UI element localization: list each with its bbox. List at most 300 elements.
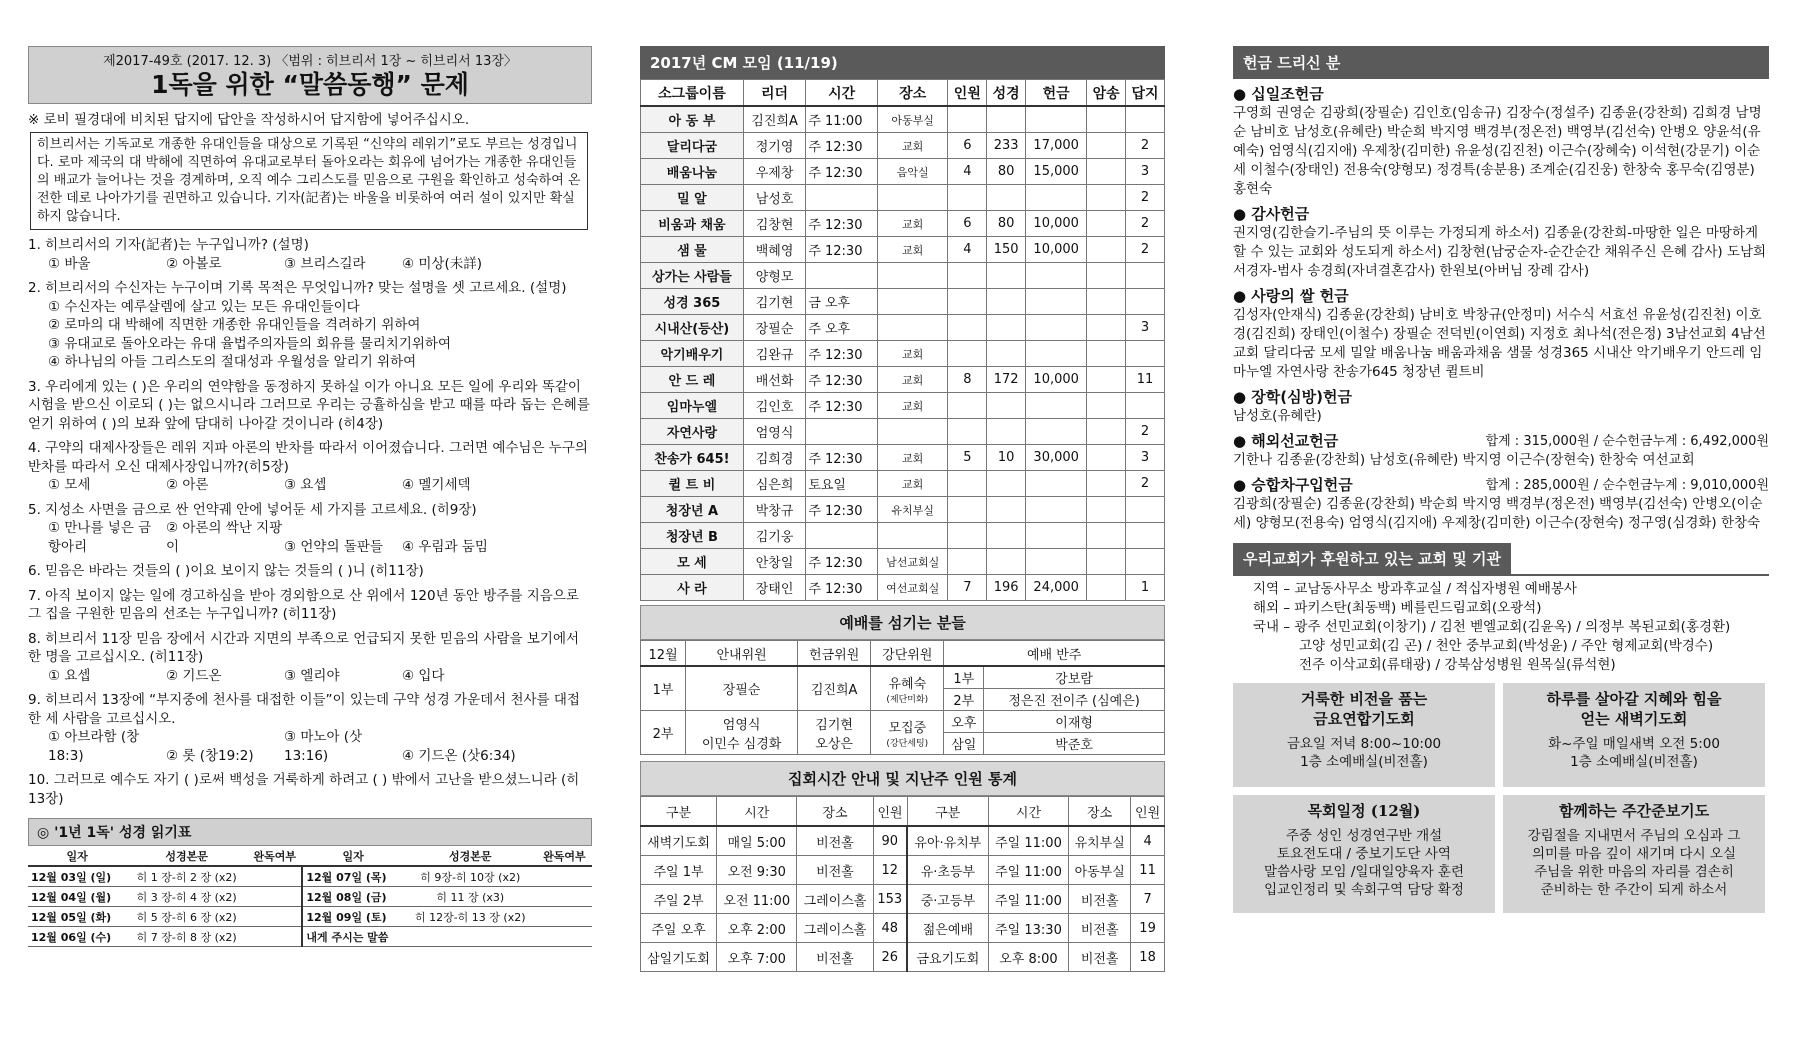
stat-cell: 19 (1131, 914, 1165, 943)
reading-cell (537, 866, 592, 887)
cm-cell: 10,000 (1026, 211, 1087, 237)
question (28, 630, 592, 686)
offering-names: 권지영(김한슬기-주님의 뜻 이루는 가정되게 하소서) 김종윤(강찬희-마땅한 일은 마땅하게 할 수 있는 교회와 성도되게 하소서) 김창현(남궁순자-순간순간 채워주신 은혜 감사) 도남희 서경자-범사 송경희(자녀결혼감사) 한원보(아버님 장례 감사) (1233, 225, 1767, 279)
cm-cell: 교회 (877, 341, 947, 367)
stat-cell: 주일 11:00 (988, 826, 1068, 856)
stat-cell: 유치부실 (1069, 826, 1131, 856)
cm-cell (1087, 523, 1126, 549)
cm-cell (948, 549, 987, 575)
stat-cell: 새벽기도회 (641, 826, 717, 856)
cm-cell: 3 (1126, 445, 1165, 471)
cm-cell (1126, 106, 1165, 133)
info-box (1503, 795, 1765, 913)
cm-row (641, 471, 1165, 497)
cm-cell: 10 (987, 445, 1026, 471)
stat-cell: 11 (1131, 856, 1165, 885)
cm-cell (948, 106, 987, 133)
reading-cell (537, 887, 592, 907)
cm-cell: 김희경 (743, 445, 805, 471)
question (28, 501, 592, 557)
serve-header: 12월 (641, 641, 686, 667)
cm-cell: 성경 365 (641, 289, 744, 315)
stat-cell: 그레이스홀 (797, 914, 873, 943)
serve-title: 예배를 섬기는 분들 (640, 605, 1165, 640)
serve-row-label: 1부 (641, 666, 686, 711)
stat-cell: 비전홀 (797, 826, 873, 856)
reading-cell: 히 5 장-히 6 장 (x2) (126, 907, 247, 927)
acc-label: 2부 (944, 689, 984, 711)
cm-cell (806, 185, 878, 211)
offering-names: 김광희(장필순) 김종윤(강찬희) 박순희 박지영 백경부(정온전) 백영부(김선숙) 안병오(이순세) 양형모(전용숙) 엄영식(김지애) 우제창(김미한) 이근수(장현숙) 정구영(심경화) 한창숙 (1233, 496, 1763, 531)
stat-row (641, 826, 1165, 856)
question-text: 8. 히브리서 11장 믿음 장에서 시간과 지면의 부족으로 언급되지 못한 믿음의 사람을 보기에서 한 명을 고르십시오. (히11장) (28, 630, 580, 665)
cm-cell: 사 라 (641, 575, 744, 601)
offering-total: 합계 : 315,000원 / 순수헌금누계 : 6,492,000원 (1485, 434, 1769, 449)
stat-row (641, 943, 1165, 972)
cm-cell: 주 11:00 (806, 106, 878, 133)
question-options (28, 476, 592, 495)
stat-cell: 유·초등부 (907, 856, 988, 885)
reading-title: ◎ '1년 1독' 성경 읽기표 (28, 818, 592, 846)
stat-cell: 오후 8:00 (988, 943, 1068, 972)
cm-row (641, 237, 1165, 263)
cm-cell: 유치부실 (877, 497, 947, 523)
cm-cell (806, 263, 878, 289)
cm-row (641, 289, 1165, 315)
cm-header: 암송 (1087, 80, 1126, 107)
reading-header: 완독여부 (247, 846, 302, 866)
cm-cell (1126, 289, 1165, 315)
serve-altar-name: 유혜숙 (888, 676, 927, 692)
stat-cell: 주일 11:00 (988, 856, 1068, 885)
stat-cell: 금요기도회 (907, 943, 988, 972)
cm-cell (1087, 315, 1126, 341)
option: ① 모세 (48, 477, 91, 493)
cm-cell: 백혜영 (743, 237, 805, 263)
question-text: 9. 히브리서 13장에 “부지중에 천사를 대접한 이들”이 있는데 구약 성경 가운데서 천사를 대접한 세 사람을 고르십시오. (28, 692, 580, 727)
info-box (1233, 683, 1495, 787)
quiz-header (28, 46, 592, 104)
instruction-note: ※ 로비 필경대에 비치된 답지에 답안을 작성하시어 답지함에 넣어주십시오. (28, 112, 470, 128)
cm-cell (948, 471, 987, 497)
option: ① 바울 (48, 255, 91, 272)
reading-header: 일자 (28, 846, 126, 866)
cm-cell (1087, 211, 1126, 237)
cm-cell: 샘 물 (641, 237, 744, 263)
option: ③ 마노아 (삿13:16) (284, 729, 363, 764)
cm-cell (987, 106, 1026, 133)
cm-cell (1087, 341, 1126, 367)
cm-cell: 배선화 (743, 367, 805, 393)
stat-cell: 18 (1131, 943, 1165, 972)
cm-row (641, 497, 1165, 523)
cm-cell (1126, 341, 1165, 367)
cm-cell (1087, 419, 1126, 445)
cm-cell: 2 (1126, 185, 1165, 211)
reading-row (28, 927, 592, 947)
cm-cell (1026, 523, 1087, 549)
cm-cell (1126, 393, 1165, 419)
question (28, 439, 592, 495)
cm-cell: 196 (987, 575, 1026, 601)
cm-cell: 2 (1126, 237, 1165, 263)
cm-title: 2017년 CM 모임 (11/19) (640, 46, 1165, 79)
offering-names: 구영희 권영순 김광희(장필순) 김인호(임송규) 김장수(정설주) 김종윤(강찬희) 김희경 남명순 남비호 남성호(유혜란) 박순희 박지영 백경부(정온전) 백영부(김선숙) 안병오 양윤석(유예숙) 엄영식(김지애) 우제창(김미한) 유윤성(김진천) 이근수(장혜숙) 이석현(강문기) 이순세 이철수(장태인) 전용숙(양형모) 정경특(송분용) 조계순(김진웅) 한창숙 홍무숙(김영분) 홍현숙 (1233, 105, 1762, 197)
offering-names: 기한나 김종윤(강찬희) 남성호(유혜란) 박지영 이근수(장현숙) 한창숙 여선교회 (1233, 452, 1695, 468)
reading-table (28, 846, 592, 947)
support-item: 해외 – 파키스탄(최동백) 베를린드림교회(오광석) (1253, 600, 1542, 616)
stat-cell: 비전홀 (1069, 943, 1131, 972)
reading-cell (537, 907, 592, 927)
stat-cell: 48 (873, 914, 907, 943)
cm-cell: 우제창 (743, 159, 805, 185)
cm-cell: 주 12:30 (806, 367, 878, 393)
cm-cell (1087, 549, 1126, 575)
serve-table (640, 640, 1165, 755)
cm-cell (806, 419, 878, 445)
cm-cell (877, 289, 947, 315)
stat-row (641, 856, 1165, 885)
stat-cell: 삼일기도회 (641, 943, 717, 972)
cm-cell: 장태인 (743, 575, 805, 601)
cm-cell: 150 (987, 237, 1026, 263)
question-text: 1. 히브리서의 기자(記者)는 누구입니까? (설명) (28, 237, 309, 253)
question-options (28, 667, 592, 686)
cm-cell: 청장년 A (641, 497, 744, 523)
stat-cell: 오후 2:00 (717, 914, 797, 943)
cm-cell (1087, 106, 1126, 133)
stat-cell: 아동부실 (1069, 856, 1131, 885)
cm-cell: 80 (987, 211, 1026, 237)
cm-cell (1026, 497, 1087, 523)
cm-cell: 아동부실 (877, 106, 947, 133)
cm-cell (877, 315, 947, 341)
stat-cell: 매일 5:00 (717, 826, 797, 856)
reading-cell: 히 1 장-히 2 장 (x2) (126, 866, 247, 887)
option: ③ 언약의 돌판들 (284, 538, 383, 555)
cm-cell: 4 (948, 159, 987, 185)
stat-cell: 주일 2부 (641, 885, 717, 914)
cm-cell: 교회 (877, 133, 947, 159)
option: ③ 엘리야 (284, 667, 340, 684)
cm-cell: 6 (948, 133, 987, 159)
reading-cell: 12월 03일 (일) (28, 866, 126, 887)
option: ② 롯 (창19:2) (166, 747, 254, 764)
cm-cell (987, 419, 1026, 445)
reading-cell (247, 887, 302, 907)
serve-header: 헌금위원 (798, 641, 871, 667)
cm-cell (987, 497, 1026, 523)
support-list (1233, 580, 1769, 675)
cm-cell: 30,000 (1026, 445, 1087, 471)
question (28, 279, 592, 372)
cm-cell: 24,000 (1026, 575, 1087, 601)
serve-altar (871, 666, 944, 711)
question (28, 236, 592, 273)
cm-cell: 남선교회실 (877, 549, 947, 575)
cm-cell (948, 393, 987, 419)
cm-cell: 교회 (877, 393, 947, 419)
serve-guide: 엄영식 이민수 심경화 (686, 711, 798, 755)
stat-cell: 비전홀 (1069, 885, 1131, 914)
info-box-body: 주중 성인 성경연구반 개설 토요전도대 / 중보기도단 사역 말씀사랑 모임 /일대일양육자 훈련 입교인정리 및 속회구역 담당 확정 (1264, 828, 1464, 898)
cm-header: 인원 (948, 80, 987, 107)
cm-cell: 밀 알 (641, 185, 744, 211)
cm-row (641, 549, 1165, 575)
cm-cell (948, 289, 987, 315)
stat-table (640, 796, 1165, 972)
cm-cell (987, 341, 1026, 367)
cm-cell: 배움나눔 (641, 159, 744, 185)
acc-label: 오후 (944, 711, 984, 733)
cm-cell (1026, 471, 1087, 497)
cm-row (641, 341, 1165, 367)
cm-cell: 4 (948, 237, 987, 263)
cm-header: 시간 (806, 80, 878, 107)
serve-header: 강단위원 (871, 641, 944, 667)
cm-cell: 시내산(등산) (641, 315, 744, 341)
cm-cell (1087, 289, 1126, 315)
stat-cell: 7 (1131, 885, 1165, 914)
cm-cell: 음악실 (877, 159, 947, 185)
offering-title: 헌금 드리신 분 (1233, 46, 1769, 79)
cm-row (641, 159, 1165, 185)
cm-cell: 80 (987, 159, 1026, 185)
offering-heading-label: ● 장학(심방)헌금 (1233, 388, 1352, 406)
info-box-body: 금요일 저녁 8:00~10:00 1층 소예배실(비전홀) (1286, 736, 1442, 770)
cm-cell: 김인호 (743, 393, 805, 419)
serve-altar (871, 711, 944, 755)
cm-cell: 교회 (877, 367, 947, 393)
cm-cell: 2 (1126, 211, 1165, 237)
reading-cell: 히 3 장-히 4 장 (x2) (126, 887, 247, 907)
offering-sections (1233, 85, 1769, 533)
cm-cell (806, 523, 878, 549)
stat-header: 시간 (717, 797, 797, 827)
cm-cell (1026, 289, 1087, 315)
question-text: 2. 히브리서의 수신자는 누구이며 기록 목적은 무엇입니까? 맞는 설명을 셋 고르세요. (설명) (28, 280, 567, 296)
cm-cell (1026, 315, 1087, 341)
support-item: 지역 – 교남동사무소 방과후교실 / 적십자병원 예배봉사 (1253, 581, 1577, 597)
cm-cell (1087, 471, 1126, 497)
question (28, 771, 592, 808)
question-text: 5. 지성소 사면을 금으로 싼 언약궤 안에 넣어둔 세 가지를 고르세요. (히9장) (28, 501, 477, 518)
cm-cell (948, 263, 987, 289)
stat-cell: 유아·유치부 (907, 826, 988, 856)
cm-row (641, 367, 1165, 393)
offering-heading-label: ● 승합차구입헌금 (1233, 476, 1353, 494)
cm-cell: 5 (948, 445, 987, 471)
cm-cell: 172 (987, 367, 1026, 393)
serve-row-label: 2부 (641, 711, 686, 755)
reading-cell: 히 9장-히 10장 (x2) (404, 866, 537, 887)
cm-row (641, 575, 1165, 601)
cm-cell: 주 12:30 (806, 497, 878, 523)
offering-heading (1233, 388, 1769, 407)
cm-cell: 주 12:30 (806, 211, 878, 237)
question-text: 3. 우리에게 있는 ( )은 우리의 연약함을 동정하지 못하실 이가 아니요 모든 일에 우리와 똑같이 시험을 받으신 이로되 ( )는 없으시니라 그러므로 우리는 긍휼하심을 받고 때를 따라 돕는 은혜를 얻기 위하여 ( )의 보좌 앞에 담대히 나아갈 것이니라 (히4장) (28, 378, 590, 432)
cm-cell (1126, 497, 1165, 523)
cm-cell: 6 (948, 211, 987, 237)
question (28, 691, 592, 765)
reading-header: 일자 (302, 846, 403, 866)
cm-cell: 임마누엘 (641, 393, 744, 419)
acc-label: 1부 (944, 666, 984, 689)
cm-cell: 상가는 사람들 (641, 263, 744, 289)
option: ③ 브리스길라 (284, 255, 366, 272)
option: ① 만나를 넣은 금 항아리 (48, 520, 152, 555)
reading-header: 성경본문 (126, 846, 247, 866)
serve-altar-name: 모집중 (888, 720, 927, 736)
stat-header: 장소 (797, 797, 873, 827)
cm-cell: 7 (948, 575, 987, 601)
option: ① 요셉 (48, 667, 91, 684)
question (28, 378, 592, 434)
cm-cell: 주 12:30 (806, 159, 878, 185)
offering-heading (1233, 476, 1769, 495)
stat-cell: 오전 11:00 (717, 885, 797, 914)
offering-heading-label: ● 십일조헌금 (1233, 85, 1324, 103)
cm-cell: 10,000 (1026, 237, 1087, 263)
offering-heading (1233, 85, 1769, 104)
cm-cell (1087, 133, 1126, 159)
cm-cell (877, 523, 947, 549)
cm-cell (1026, 341, 1087, 367)
cm-row (641, 211, 1165, 237)
option: ② 아볼로 (166, 255, 222, 272)
option: ② 로마의 대 박해에 직면한 개종한 유대인들을 격려하기 위하여 (48, 317, 421, 333)
reading-row (28, 866, 592, 887)
cm-cell: 교회 (877, 445, 947, 471)
info-boxes (1233, 683, 1769, 913)
question-text: 10. 그러므로 예수도 자기 ( )로써 백성을 거룩하게 하려고 ( ) 밖에서 고난을 받으셨느니라 (히13장) (28, 772, 580, 807)
support-item: 국내 – 광주 선민교회(이창기) / 김천 벧엘교회(김윤옥) / 의정부 복된교회(홍경환) (1253, 619, 1731, 635)
option: ③ 유대교로 돌아오라는 유대 율법주의자들의 회유를 물리치기위하여 (48, 335, 451, 352)
offering-total: 합계 : 285,000원 / 순수헌금누계 : 9,010,000원 (1485, 478, 1769, 493)
stat-cell: 90 (873, 826, 907, 856)
offering-heading (1233, 432, 1769, 451)
cm-cell (948, 185, 987, 211)
offering-heading-label: ● 감사헌금 (1233, 205, 1310, 223)
cm-cell: 15,000 (1026, 159, 1087, 185)
cm-cell: 남성호 (743, 185, 805, 211)
stat-cell: 26 (873, 943, 907, 972)
cm-cell (1026, 419, 1087, 445)
info-box-title: 함께하는 주간준보기도 (1558, 802, 1710, 820)
question-text: 6. 믿음은 바라는 것들의 ( )이요 보이지 않는 것들의 ( )니 (히11장) (28, 563, 424, 579)
stat-header: 구분 (907, 797, 988, 827)
cm-cell (948, 497, 987, 523)
cm-cell: 정기영 (743, 133, 805, 159)
question-text: 4. 구약의 대제사장들은 레위 지파 아론의 반차를 따라서 이어졌습니다. 그러면 예수님은 누구의 반차를 따라서 오신 대제사장입니까?(히5장) (28, 440, 588, 475)
reading-cell: 12월 06일 (수) (28, 927, 126, 947)
stat-cell: 오전 9:30 (717, 856, 797, 885)
cm-cell: 10,000 (1026, 367, 1087, 393)
cm-cell: 주 오후 (806, 315, 878, 341)
cm-cell: 교회 (877, 211, 947, 237)
support-item: 고양 성민교회(김 곤) / 천안 중부교회(박성윤) / 주안 형제교회(박경수) (1299, 638, 1714, 654)
cm-row (641, 185, 1165, 211)
stat-cell: 젊은예배 (907, 914, 988, 943)
cm-cell: 달리다굼 (641, 133, 744, 159)
offering-column (1233, 46, 1769, 913)
cm-cell (987, 471, 1026, 497)
cm-cell: 주 12:30 (806, 445, 878, 471)
stat-cell: 주일 1부 (641, 856, 717, 885)
cm-row (641, 393, 1165, 419)
stat-header: 인원 (873, 797, 907, 827)
cm-header: 리더 (743, 80, 805, 107)
serve-header: 안내위원 (686, 641, 798, 667)
cm-cell (1087, 575, 1126, 601)
offering-names: 남성호(유혜란) (1233, 408, 1322, 424)
offering-names: 김성자(안재식) 김종윤(강찬희) 남비호 박창규(안정미) 서수식 서효선 유윤성(김진천) 이호경(김진희) 장태인(이철수) 장필순 전덕빈(이연희) 지정호 최나석(전은정) 3남선교회 4남선교회 달리다굼 모세 밀알 배움나눔 배움과채움 샘물 성경365 시내산 악기배우기 안드레 임마누엘 자연사랑 찬송가645 청장년 퀼트비 (1233, 307, 1766, 380)
stat-title: 집회시간 안내 및 지난주 인원 통계 (640, 761, 1165, 796)
cm-header: 성경 (987, 80, 1026, 107)
option: ② 기드온 (166, 667, 222, 684)
cm-cell (987, 263, 1026, 289)
stat-cell: 중·고등부 (907, 885, 988, 914)
cm-header: 장소 (877, 80, 947, 107)
cm-cell: 주 12:30 (806, 549, 878, 575)
cm-cell: 3 (1126, 159, 1165, 185)
cm-cell: 교회 (877, 237, 947, 263)
cm-cell: 3 (1126, 315, 1165, 341)
cm-cell (1026, 549, 1087, 575)
cm-row (641, 419, 1165, 445)
option: ④ 멜기세덱 (402, 477, 471, 493)
stat-cell: 153 (873, 885, 907, 914)
cm-cell (1087, 159, 1126, 185)
offering-heading (1233, 287, 1769, 306)
stat-cell: 주일 13:30 (988, 914, 1068, 943)
cm-cell: 2 (1126, 133, 1165, 159)
cm-cell: 양형모 (743, 263, 805, 289)
cm-cell: 2 (1126, 419, 1165, 445)
reading-cell: 12월 08일 (금) (302, 887, 403, 907)
reading-cell: 히 12장-히 13 장 (x2) (404, 907, 537, 927)
stat-cell: 4 (1131, 826, 1165, 856)
stat-cell: 12 (873, 856, 907, 885)
cm-cell: 찬송가 645! (641, 445, 744, 471)
cm-header: 소그룹이름 (641, 80, 744, 107)
stat-cell: 비전홀 (797, 943, 873, 972)
cm-cell: 주 12:30 (806, 393, 878, 419)
cm-cell (1087, 185, 1126, 211)
cm-header: 헌금 (1026, 80, 1087, 107)
cm-cell (987, 315, 1026, 341)
cm-cell: 여선교회실 (877, 575, 947, 601)
cm-cell: 청장년 B (641, 523, 744, 549)
cm-cell: 자연사랑 (641, 419, 744, 445)
reading-cell: 12월 05일 (화) (28, 907, 126, 927)
reading-cell (404, 927, 537, 947)
cm-row (641, 133, 1165, 159)
reading-header: 완독여부 (537, 846, 592, 866)
cm-column (640, 46, 1165, 972)
stat-row (641, 914, 1165, 943)
cm-cell (987, 185, 1026, 211)
cm-cell: 아 동 부 (641, 106, 744, 133)
info-box-title: 목회일정 (12월) (1307, 802, 1421, 820)
cm-cell (987, 523, 1026, 549)
offering-heading (1233, 205, 1769, 224)
question-text: 7. 아직 보이지 않는 일에 경고하심을 받아 경외함으로 산 위에서 120년 동안 방주를 지음으로 그 집을 구원한 믿음의 선조는 누구입니까? (히11장) (28, 587, 579, 622)
stat-cell: 그레이스홀 (797, 885, 873, 914)
serve-offering: 김진희A (798, 666, 871, 711)
stat-header: 시간 (988, 797, 1068, 827)
cm-cell: 악기배우기 (641, 341, 744, 367)
